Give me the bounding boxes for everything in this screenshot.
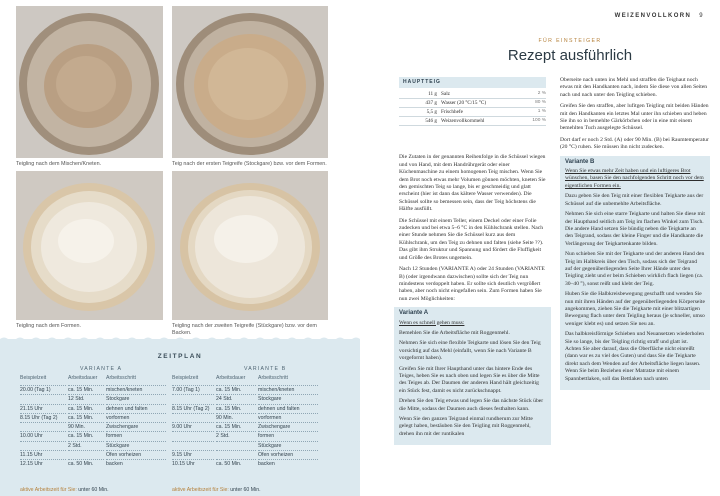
table-cell: mischen/kneten (258, 385, 318, 394)
text-column-right (560, 77, 710, 394)
ingredient-amount: 546 g (425, 118, 437, 125)
recipe-kicker: FÜR EINSTEIGER (538, 38, 602, 44)
zeitplan-header: Arbeitsschritt (106, 375, 136, 381)
table-cell: backen (258, 459, 318, 468)
table-cell: 90 Min. (216, 413, 256, 422)
table-cell: vorformen (106, 413, 166, 422)
table-cell: 11.15 Uhr (20, 450, 66, 459)
footer-label: aktive Arbeitszeit für Sie: (172, 487, 229, 493)
ingredient-amount: 5,5 g (426, 109, 437, 116)
variant-b-title: Variante B (565, 158, 595, 165)
zeitplan-col-a-time (20, 385, 66, 469)
table-cell: mischen/kneten (106, 385, 166, 394)
table-cell: 21.15 Uhr (20, 404, 66, 413)
right-page (360, 0, 720, 496)
variant-b-paragraph: Dazu geben Sie den Teig mit einer flexiblen Teigkarte aus der Schüssel auf die unbemehlte Arbeitsfläche. (565, 193, 704, 207)
photo-caption: Teigling nach dem Mischen/Kneten. (16, 161, 102, 167)
basket-illustration (172, 171, 328, 320)
table-cell: 2 Std. (216, 431, 256, 440)
photo-caption: Teigling nach der zweiten Teigreife (Stückgare) bzw. vor dem Backen. (172, 323, 317, 336)
table-cell: 8.15 Uhr (Tag 2) (20, 413, 66, 422)
body-paragraph: Oberseite nach unten ins Mehl und straffen die Teighaut noch etwas mit den Handkanten nach, indem Sie diese von allen Seiten nach und nach unter den Teigling schieben. (560, 77, 708, 98)
ingredient-name: Weizenvollkornmehl (441, 118, 485, 125)
table-cell (20, 441, 66, 450)
zeitplan-header: Beispielzeit (20, 375, 47, 381)
body-paragraph: Die Zutaten in der genannten Reihenfolge in die Schüssel wiegen und von Hand, mit dem Handrührgerät oder einer Küchenmaschine zu einem homogenen Teig mischen. Wenn Sie dem Brot noch etwas mehr Volumen gönnen möchten, kneten Sie den gemischten Teig so lange, bis er geschmeidig und glatt erscheint (hier ist dann das kältere Wasser verwenden). Die Schüssel sollte so bemessen sein, dass der Teig höchstens die Hälfte ausfüllt. (399, 154, 546, 213)
table-cell: dehnen und falten (106, 404, 166, 413)
text-column-left (399, 77, 546, 449)
recipe-title: Rezept ausführlich (507, 47, 633, 64)
bowl-illustration (16, 6, 163, 158)
ingredient-row (399, 108, 546, 117)
bowl-illustration (172, 6, 328, 158)
table-cell: backen (106, 459, 166, 468)
ingredient-percent: 2 % (537, 91, 546, 97)
ingredient-amount: 437 g (425, 100, 437, 107)
variant-b-paragraph: Das halbkreisförmige Schieben und Neuansetzen wiederholen Sie so lange, bis der Teigling richtig straff und glatt ist. Achten Sie aber darauf, dass die Oberfläche nicht einreißt (dann war es zu viel des Guten) und dass Sie die Teigkarte direkt nach dem Wenden auf der Arbeitsfläche liegen lassen. Wenn Sie beim Beziehen einer Matratze mit einem Spannbettlaken, soll das Bettlaken nach unten (565, 331, 705, 382)
table-cell (172, 413, 214, 422)
table-cell: 20.00 (Tag 1) (20, 385, 66, 394)
table-cell: ca. 50 Min. (216, 459, 256, 468)
table-cell: 12 Std. (68, 394, 104, 403)
zeitplan-col-a-duration (68, 385, 104, 469)
table-cell: 9.15 Uhr (172, 450, 214, 459)
table-cell (172, 394, 214, 403)
zeitplan-box (0, 339, 360, 496)
table-cell: Stockgare (258, 394, 318, 403)
table-cell: 10.15 Uhr (172, 459, 214, 468)
footer-value: unter 60 Min. (78, 487, 109, 493)
photo-dough-risen (172, 6, 328, 158)
variant-a-paragraph: Drehen Sie den Teig etwas und legen Sie das nächste Stück über die Mitte, sodass der Daumen auch dieses festhalten kann. (399, 398, 544, 412)
table-cell: formen (258, 431, 318, 440)
table-cell: 9.00 Uhr (172, 422, 214, 431)
table-cell: Ofen vorheizen (106, 450, 166, 459)
table-cell: vorformen (258, 413, 318, 422)
table-cell (172, 441, 214, 450)
table-cell: 12.15 Uhr (20, 459, 66, 468)
variant-a-paragraph: Greifen Sie mit Ihrer Haupthand unter das hintere Ende des Teiges, heben Sie es nach oben und legen Sie es über die Mitte des Teiges ab. Der Daumen der anderen Hand hält gleichzeitig ein Stück fest, damit es nicht zurückschnappt. (399, 365, 540, 394)
body-paragraph: Dort darf er noch 2 Std. (A) oder 90 Min. (B) bei Raumtemperatur (20 °C) ruhen. Sie müssen ihn nicht zudecken. (560, 136, 709, 151)
ingredient-name: Frischhefe (441, 109, 463, 116)
ingredient-row (399, 117, 546, 126)
zeitplan-col-b-time (172, 385, 214, 469)
variant-b-paragraph: Nun schieben Sie mit der Teigkarte und der anderen Hand den Teig im Halbkreis über den Tisch, sodass sich der Teigrand auf der gegenüberliegenden Seite Ihrer Hände unter den Teigling zieht und er beim Schieben wirklich flach liegen (ca. 30–40 °), sonst reißt und klebt der Teig. (565, 251, 705, 287)
table-cell: Ofen vorheizen (258, 450, 318, 459)
body-paragraph: Nach 12 Stunden (VARIANTE A) oder 24 Stunden (VARIANTE B) (oder irgendwann dazwischen) sollte sich der Teig nun mindestens verdoppelt haben. Er sollte sich deutlich vergrößert haben, aber noch nicht eingefallen sein. Zum Formen haben Sie nun zwei Möglichkeiten: (399, 266, 545, 302)
photo-dough-proofed (172, 171, 328, 320)
variant-a-paragraph: Nehmen Sie sich eine flexible Teigkarte und lösen Sie den Teig vorsichtig auf das Mehl (einfallt, wenn Sie nach Variante B vorgeformt haben). (399, 340, 541, 362)
body-paragraph: Die Schüssel mit einem Teller, einem Deckel oder einer Folie zudecken und bei etwa 5–6 °C in den Kühlschrank stellen. Nach einer Stunde nehmen Sie die Schüssel kurz aus dem Kühlschrank, um den Teig zu dehnen und falten (siehe Seite ??). Das gibt ihm Struktur und Spannung und fördert die Fluffigkeit und Größe des Brotes ungemein. (399, 217, 544, 261)
variant-a-box (394, 307, 551, 445)
ingredient-row (399, 99, 546, 108)
zeitplan-col-steps (258, 385, 318, 469)
running-head-title: WEIZENVOLLKORN (614, 13, 692, 19)
zeitplan-header: Arbeitsschritt (258, 375, 288, 381)
footer-value: unter 60 Min. (230, 487, 261, 493)
ingredients-header: HAUPTTEIG (399, 77, 546, 88)
table-cell (20, 422, 66, 431)
table-cell: ca. 15 Min. (68, 431, 104, 440)
page-number: 9 (699, 13, 704, 19)
table-cell: 8.15 Uhr (Tag 2) (172, 404, 214, 413)
table-cell (20, 394, 66, 403)
variant-a-subtitle: Wenn es schnell gehen muss: (399, 319, 465, 326)
table-cell: formen (106, 431, 166, 440)
photo-caption: Teig nach der ersten Teigreife (Stockgare) bzw. vor dem Formen. (172, 161, 327, 167)
zeitplan-header: Arbeitsdauer (68, 375, 98, 381)
table-cell: 10.00 Uhr (20, 431, 66, 440)
table-cell: ca. 15 Min. (216, 385, 256, 394)
table-cell: ca. 15 Min. (68, 385, 104, 394)
variant-b-box (560, 156, 710, 390)
variant-a-paragraph: Bemehlen Sie die Arbeitsfläche mit Roggenmehl. (399, 329, 510, 336)
variant-b-paragraph: Huben Sie die Halbkreisbewegung geschafft und wenden Sie nun mit ihren Händen auf der gegenüberliegenden Körperseite angekommen, ziehen Sie die Teigkarte mit einer blitzartigen Bewegung flach unter dem Teigling heraus (je schneller, umso weniger klebt es) und setzen Sie neu an. (565, 291, 705, 327)
table-cell: Zwischengare (258, 422, 318, 431)
zeitplan-variant-a: VARIANTE A (80, 366, 123, 372)
table-cell: Stockgare (106, 394, 166, 403)
scallop-edge (0, 336, 360, 342)
basket-illustration (16, 171, 163, 320)
ingredient-amount: 11 g (428, 91, 437, 98)
table-cell: Stückgare (106, 441, 166, 450)
variant-b-paragraph: Nehmen Sie sich eine starre Teigkarte und halten Sie diese mit der Haupthand seitlich am Teig im flachen Winkel zum Tisch. Die andere Hand setzen Sie bündig neben die Teigkarte an den Teigrand, sodass der kleine Finger und die Handkante die Verlängerung der Teigkartenkante bilden. (565, 211, 705, 247)
ingredient-percent: 1 % (537, 109, 546, 115)
ingredient-percent: 100 % (532, 118, 546, 124)
ingredient-name: Salz (441, 91, 450, 98)
ingredient-name: Wasser (20 °C/15 °C) (441, 100, 487, 107)
photo-caption: Teigling nach dem Formen. (16, 323, 82, 329)
table-cell: 2 Std. (68, 441, 104, 450)
zeitplan-col-b-duration (216, 385, 256, 469)
table-cell: ca. 15 Min. (216, 422, 256, 431)
table-cell (68, 450, 104, 459)
zeitplan-header: Arbeitsdauer (216, 375, 246, 381)
ingredient-row (399, 90, 546, 99)
table-cell: 24 Std. (216, 394, 256, 403)
table-cell: Stückgare (258, 441, 318, 450)
table-cell: ca. 15 Min. (68, 404, 104, 413)
zeitplan-col-steps (106, 385, 166, 469)
table-cell: ca. 50 Min. (68, 459, 104, 468)
zeitplan-footer-a (20, 487, 109, 493)
variant-a-paragraph: Wenn Sie den ganzen Teigrand einmal rundherum zur Mitte gelegt haben, bestäuben Sie den Teigling mit Roggenmehl, drehen ihn mit der runtikalen (399, 416, 533, 437)
photo-dough-shaped (16, 171, 163, 320)
zeitplan-variant-b: VARIANTE B (244, 366, 287, 372)
running-head (615, 13, 704, 19)
table-cell: dehnen und falten (258, 404, 318, 413)
zeitplan-title: ZEITPLAN (157, 353, 203, 360)
body-paragraph: Greifen Sie den straffen, aber lufitgen Teigling mit beiden Händen mit den Handkanten ein letztes Mal unter ihn schieben und heben Sie ihn so in bemehlte Gärkörbchen oder in eine mit einem bemehlten Tuch ausgelegte Schüssel. (560, 103, 709, 132)
table-cell: 90 Min. (68, 422, 104, 431)
variant-a-title: Variante A (399, 310, 429, 317)
table-cell: 7.00 (Tag 1) (172, 385, 214, 394)
footer-label: aktive Arbeitszeit für Sie: (20, 487, 77, 493)
table-cell: ca. 15 Min. (68, 413, 104, 422)
table-cell: Zwischengare (106, 422, 166, 431)
table-cell (216, 450, 256, 459)
zeitplan-footer-b (172, 487, 261, 493)
table-cell (216, 441, 256, 450)
variant-b-subtitle: Wenn Sie etwas mehr Zeit haben und ein luftigeres Brot wünschen, basen Sie den nachfolgenden Schritt noch vor dem eigentlichen Formen ein. (565, 168, 704, 189)
zeitplan-header: Beispielzeit (172, 375, 199, 381)
table-cell: ca. 15 Min. (216, 404, 256, 413)
photo-dough-mixed (16, 6, 163, 158)
ingredient-percent: 80 % (535, 100, 546, 106)
table-cell (172, 431, 214, 440)
